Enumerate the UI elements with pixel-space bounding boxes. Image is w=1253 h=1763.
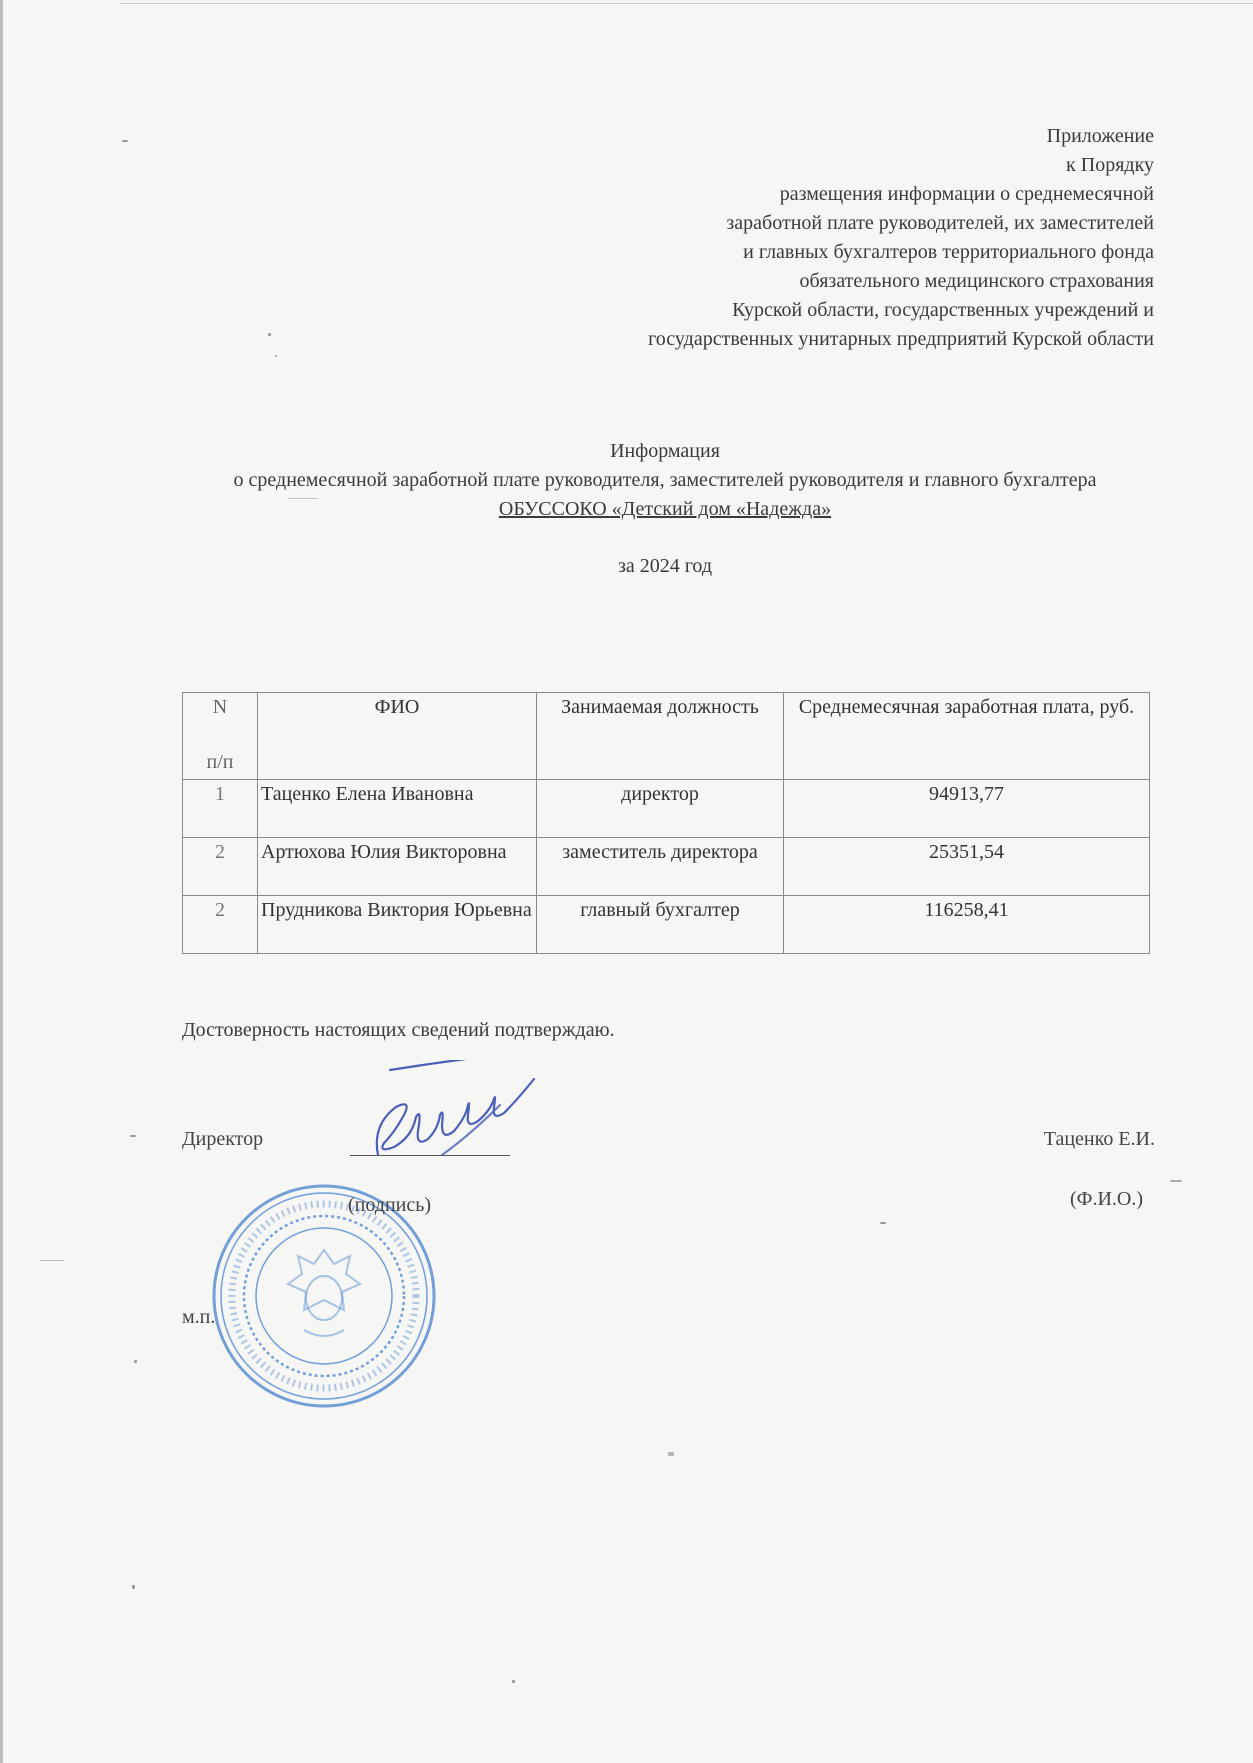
- row-salary: 116258,41: [784, 896, 1150, 954]
- scan-speck: [668, 1452, 674, 1456]
- scan-edge-line: [0, 0, 3, 1763]
- appendix-line: заработной плате руководителей, их заместителей: [726, 212, 1154, 234]
- scan-speck: [275, 355, 277, 357]
- salary-table: [182, 692, 1150, 954]
- scan-speck: [134, 1360, 137, 1363]
- seal-place-label: м.п.: [182, 1306, 216, 1328]
- director-label: Директор: [182, 1128, 264, 1150]
- appendix-line: Приложение: [1046, 125, 1154, 147]
- row-salary: 94913,77: [784, 780, 1150, 838]
- row-number: 2: [183, 838, 258, 896]
- name-hint: (Ф.И.О.): [1069, 1188, 1143, 1210]
- header-position: Занимаемая должность: [537, 693, 784, 780]
- header-fio: ФИО: [258, 693, 537, 780]
- appendix-line: обязательного медицинского страхования: [799, 270, 1154, 292]
- organization-name: ОБУССОКО «Детский дом «Надежда»: [498, 498, 832, 520]
- header-number: N п/п: [183, 693, 258, 780]
- document-heading: [180, 437, 1150, 581]
- table-row: [183, 780, 1150, 838]
- table-row: [183, 838, 1150, 896]
- table-row: [183, 896, 1150, 954]
- scan-speck: [512, 1680, 515, 1683]
- scan-speck: [268, 333, 271, 336]
- scan-speck: [40, 1260, 64, 1261]
- header-salary: Среднемесячная заработная плата, руб.: [784, 693, 1150, 780]
- document-subtitle: о среднемесячной заработной плате руководителя, заместителей руководителя и главного бухгалтера: [233, 469, 1097, 491]
- scan-speck: [288, 498, 318, 499]
- confirmation-text: Достоверность настоящих сведений подтверждаю.: [182, 1019, 615, 1041]
- director-signature: [350, 1060, 570, 1170]
- appendix-line: размещения информации о среднемесячной: [779, 183, 1154, 205]
- scan-speck: [132, 1585, 135, 1589]
- appendix-line: к Порядку: [1066, 154, 1154, 176]
- row-number: 1: [183, 780, 258, 838]
- row-fio: Артюхова Юлия Викторовна: [258, 838, 537, 896]
- signature-hint: (подпись): [348, 1194, 432, 1216]
- scan-speck: [880, 1222, 886, 1224]
- director-name: Таценко Е.И.: [1043, 1128, 1155, 1150]
- report-period: за 2024 год: [617, 555, 713, 577]
- appendix-reference: [648, 122, 1154, 354]
- appendix-line: государственных унитарных предприятий Курской области: [648, 328, 1154, 350]
- row-number: 2: [183, 896, 258, 954]
- appendix-line: Курской области, государственных учреждений и: [732, 299, 1154, 321]
- row-position: главный бухгалтер: [537, 896, 784, 954]
- row-salary: 25351,54: [784, 838, 1150, 896]
- row-position: директор: [537, 780, 784, 838]
- row-position: заместитель директора: [537, 838, 784, 896]
- scan-speck: [122, 140, 128, 142]
- scan-speck: [130, 1135, 136, 1137]
- document-title: Информация: [610, 440, 720, 462]
- row-fio: Прудникова Виктория Юрьевна: [258, 896, 537, 954]
- scan-top-line: [120, 3, 1253, 4]
- appendix-line: и главных бухгалтеров территориального фонда: [743, 241, 1154, 263]
- table-header-row: [183, 693, 1150, 780]
- row-fio: Таценко Елена Ивановна: [258, 780, 537, 838]
- scan-speck: [1170, 1180, 1182, 1182]
